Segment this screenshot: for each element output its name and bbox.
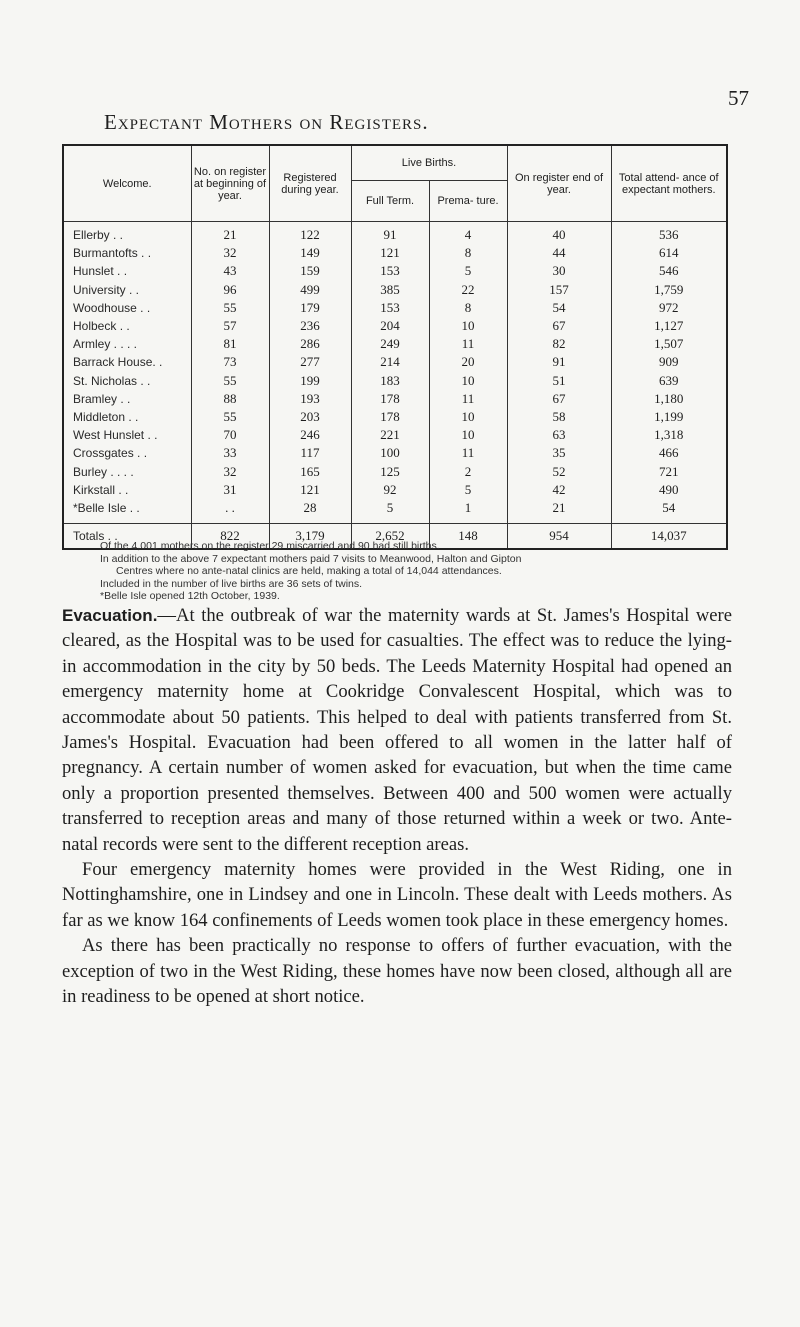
cell-premature: 20 xyxy=(429,353,507,371)
table-row xyxy=(63,499,727,524)
table-row xyxy=(63,481,727,499)
cell-registered: 199 xyxy=(269,372,351,390)
registers-table xyxy=(62,144,728,550)
header-no-on-register: No. on register at beginning of year. xyxy=(191,145,269,222)
cell-full-term: 214 xyxy=(351,353,429,371)
cell-total: 546 xyxy=(659,263,679,279)
cell-start: 70 xyxy=(191,426,269,444)
cell-welcome-name: St. Nicholas . . xyxy=(63,372,191,390)
cell-start: . . xyxy=(191,499,269,524)
cell-welcome-name: University . . xyxy=(63,281,191,299)
paragraph-evacuation xyxy=(62,603,732,857)
cell-premature: 5 xyxy=(429,262,507,280)
page-title: Expectant Mothers on Registers. xyxy=(104,110,429,134)
cell-total: 721 xyxy=(659,463,679,479)
header-welcome: Welcome. xyxy=(63,145,191,222)
cell-registered: 159 xyxy=(269,262,351,280)
table-row xyxy=(63,390,727,408)
cell-start: 32 xyxy=(191,462,269,480)
header-registered: Registered during year. xyxy=(269,145,351,222)
cell-total: 54 xyxy=(662,499,676,515)
cell-full-term: 153 xyxy=(351,299,429,317)
cell-total: 536 xyxy=(659,227,679,243)
cell-start: 43 xyxy=(191,262,269,280)
cell-full-term: 100 xyxy=(351,444,429,462)
cell-total: 14,037 xyxy=(611,524,727,550)
cell-total: 1,127 xyxy=(654,318,684,334)
cell-start: 31 xyxy=(191,481,269,499)
cell-registered: 193 xyxy=(269,390,351,408)
cell-registered: 122 xyxy=(269,222,351,245)
cell-full-term: 249 xyxy=(351,335,429,353)
cell-full-term: 92 xyxy=(351,481,429,499)
paragraph-text: —At the outbreak of war the maternity wards at St. James's Hospital were cleared, as the Hospital was to be used for casualties. The effect was to reduce the lying-in accommodation in the city by 50 beds. The Leeds Maternity Hospital had opened an emergency maternity home at Cookridge Convalescent Hospital, which was to accommodate about 50 patients. This helped to deal with patients transferred from St. James's Hospital. Evacuation had been offered to all women in the latter half of pregnancy. A certain number of women asked for evacuation, but when the time came only a proportion presented themselves. Between 400 and 500 women were actually transferred to reception areas and many of those returned within a week or two. Ante-natal records were sent to the different reception areas. xyxy=(62,605,732,855)
cell-premature: 8 xyxy=(429,244,507,262)
footnote: *Belle Isle opened 12th October, 1939. xyxy=(100,590,280,603)
cell-end: 40 xyxy=(507,222,611,245)
cell-full-term: 125 xyxy=(351,462,429,480)
table-row xyxy=(63,299,727,317)
cell-registered: 499 xyxy=(269,281,351,299)
cell-premature: 10 xyxy=(429,317,507,335)
cell-full-term: 91 xyxy=(351,222,429,245)
cell-premature: 8 xyxy=(429,299,507,317)
cell-registered: 28 xyxy=(269,499,351,524)
cell-registered: 121 xyxy=(269,481,351,499)
cell-total: 490 xyxy=(659,481,679,497)
table-row xyxy=(63,317,727,335)
cell-total: 972 xyxy=(659,299,679,315)
cell-end: 35 xyxy=(507,444,611,462)
cell-total: 1,180 xyxy=(654,390,684,406)
cell-end: 42 xyxy=(507,481,611,499)
cell-welcome-name: Woodhouse . . xyxy=(63,299,191,317)
cell-total: 639 xyxy=(659,372,679,388)
cell-start: 55 xyxy=(191,299,269,317)
cell-welcome-name: Ellerby . . xyxy=(63,222,191,245)
cell-premature: 1 xyxy=(429,499,507,524)
cell-registered: 117 xyxy=(269,444,351,462)
cell-end: 58 xyxy=(507,408,611,426)
cell-premature: 10 xyxy=(429,426,507,444)
cell-end: 52 xyxy=(507,462,611,480)
table-row xyxy=(63,281,727,299)
page-number: 57 xyxy=(728,86,749,110)
cell-full-term: 221 xyxy=(351,426,429,444)
section-heading: Evacuation. xyxy=(62,606,158,625)
footnote: Of the 4,001 mothers on the register 29 miscarried and 90 had still births. xyxy=(100,540,440,552)
cell-full-term: 153 xyxy=(351,262,429,280)
cell-start: 81 xyxy=(191,335,269,353)
cell-start: 32 xyxy=(191,244,269,262)
cell-registered: 3,179 xyxy=(269,524,351,550)
cell-end: 51 xyxy=(507,372,611,390)
paragraph: Four emergency maternity homes were provided in the West Riding, one in Nottinghamshire, one in Lindsey and one in Lincoln. These dealt with Leeds mothers. As far as we know 164 confinements of Leeds women took place in these emergency homes. xyxy=(62,859,732,931)
cell-start: 57 xyxy=(191,317,269,335)
cell-welcome-name: Holbeck . . xyxy=(63,317,191,335)
cell-total: 1,507 xyxy=(654,336,684,352)
cell-full-term: 178 xyxy=(351,390,429,408)
cell-welcome-name: Crossgates . . xyxy=(63,444,191,462)
cell-registered: 246 xyxy=(269,426,351,444)
cell-registered: 236 xyxy=(269,317,351,335)
table-row xyxy=(63,244,727,262)
cell-welcome-name: Bramley . . xyxy=(63,390,191,408)
cell-start: 822 xyxy=(191,524,269,550)
cell-registered: 286 xyxy=(269,335,351,353)
cell-end: 21 xyxy=(507,499,611,524)
table-footnotes xyxy=(100,540,740,603)
cell-end: 954 xyxy=(507,524,611,550)
cell-total: 466 xyxy=(659,445,679,461)
header-premature: Prema- ture. xyxy=(429,181,507,222)
cell-full-term: 183 xyxy=(351,372,429,390)
cell-end: 44 xyxy=(507,244,611,262)
table-row xyxy=(63,444,727,462)
cell-end: 67 xyxy=(507,317,611,335)
cell-end: 63 xyxy=(507,426,611,444)
cell-premature: 11 xyxy=(429,444,507,462)
cell-premature: 5 xyxy=(429,481,507,499)
cell-premature: 11 xyxy=(429,390,507,408)
cell-welcome-name: West Hunslet . . xyxy=(63,426,191,444)
header-total-attendance: Total attend- ance of expectant mothers. xyxy=(611,145,727,222)
cell-start: 33 xyxy=(191,444,269,462)
cell-full-term: 121 xyxy=(351,244,429,262)
cell-end: 30 xyxy=(507,262,611,280)
cell-registered: 277 xyxy=(269,353,351,371)
cell-premature: 10 xyxy=(429,372,507,390)
table-row xyxy=(63,408,727,426)
header-full-term: Full Term. xyxy=(351,181,429,222)
cell-welcome-name: Totals . . xyxy=(63,524,191,550)
body-text xyxy=(62,603,732,1010)
cell-welcome-name: Armley . . . . xyxy=(63,335,191,353)
cell-start: 96 xyxy=(191,281,269,299)
cell-premature: 10 xyxy=(429,408,507,426)
table-row xyxy=(63,426,727,444)
table-row xyxy=(63,462,727,480)
table-row xyxy=(63,222,727,245)
cell-full-term: 2,652 xyxy=(351,524,429,550)
table-row xyxy=(63,372,727,390)
cell-full-term: 385 xyxy=(351,281,429,299)
cell-end: 67 xyxy=(507,390,611,408)
cell-start: 55 xyxy=(191,408,269,426)
cell-welcome-name: Burmantofts . . xyxy=(63,244,191,262)
cell-total: 1,318 xyxy=(654,427,684,443)
cell-total: 614 xyxy=(659,245,679,261)
table-row xyxy=(63,353,727,371)
cell-premature: 148 xyxy=(429,524,507,550)
cell-start: 21 xyxy=(191,222,269,245)
cell-premature: 2 xyxy=(429,462,507,480)
table-row xyxy=(63,335,727,353)
cell-premature: 11 xyxy=(429,335,507,353)
table-row xyxy=(63,262,727,280)
cell-end: 157 xyxy=(507,281,611,299)
cell-full-term: 178 xyxy=(351,408,429,426)
cell-end: 91 xyxy=(507,353,611,371)
cell-welcome-name: Barrack House. . xyxy=(63,353,191,371)
footnote: Centres where no ante-natal clinics are held, making a total of 14,044 attendances. xyxy=(116,565,502,578)
cell-end: 54 xyxy=(507,299,611,317)
cell-registered: 149 xyxy=(269,244,351,262)
cell-registered: 179 xyxy=(269,299,351,317)
cell-full-term: 5 xyxy=(351,499,429,524)
cell-total: 909 xyxy=(659,354,679,370)
cell-start: 55 xyxy=(191,372,269,390)
registers-table-container xyxy=(62,144,726,550)
header-on-register-end: On register end of year. xyxy=(507,145,611,222)
cell-full-term: 204 xyxy=(351,317,429,335)
header-live-births: Live Births. xyxy=(351,145,507,181)
cell-welcome-name: Hunslet . . xyxy=(63,262,191,280)
table-body xyxy=(63,222,727,550)
footnote: In addition to the above 7 expectant mothers paid 7 visits to Meanwood, Halton and Gipton xyxy=(100,552,522,565)
cell-premature: 22 xyxy=(429,281,507,299)
cell-welcome-name: Burley . . . . xyxy=(63,462,191,480)
cell-end: 82 xyxy=(507,335,611,353)
cell-welcome-name: Middleton . . xyxy=(63,408,191,426)
cell-total: 1,199 xyxy=(654,408,684,424)
cell-start: 73 xyxy=(191,353,269,371)
cell-total: 1,759 xyxy=(654,281,684,297)
cell-start: 88 xyxy=(191,390,269,408)
cell-welcome-name: *Belle Isle . . xyxy=(63,499,191,524)
footnote: Included in the number of live births are 36 sets of twins. xyxy=(100,577,363,590)
paragraph: As there has been practically no response to offers of further evacuation, with the exception of two in the West Riding, these homes have now been closed, although all are in readiness to be opened at short notice. xyxy=(62,935,732,1008)
cell-premature: 4 xyxy=(429,222,507,245)
cell-registered: 165 xyxy=(269,462,351,480)
cell-welcome-name: Kirkstall . . xyxy=(63,481,191,499)
cell-registered: 203 xyxy=(269,408,351,426)
